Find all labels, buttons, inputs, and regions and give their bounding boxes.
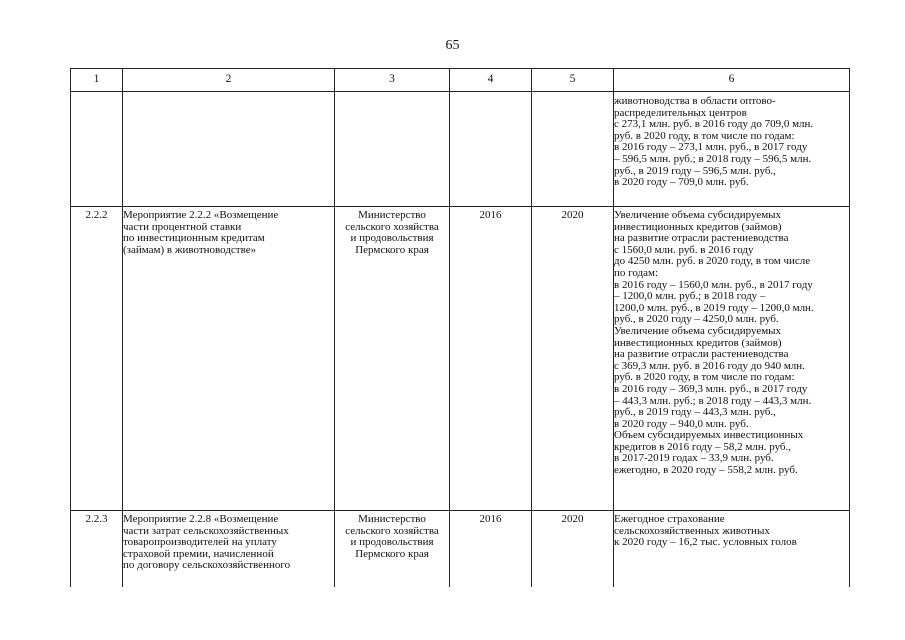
continuation-executor-cell (335, 92, 450, 207)
executor-cell (335, 511, 450, 588)
column-header-2: 2 (123, 69, 335, 92)
indicator-cell (614, 207, 850, 511)
indicator-text: Ежегодное страхование сельскохозяйственных животных к 2020 году – 16,2 тыс. условных голов (614, 513, 797, 549)
row-number: 2.2.2 (71, 207, 123, 511)
indicator-text: животноводства в области оптово- распределительных центров с 273,1 млн. руб. в 2016 году до 709,0 млн. руб. в 2020 году, в том числе по годам: в 2016 году – 273,1 млн. руб., в 2017 году – 596,5 млн. руб.; в 2018 году – 596,5 млн. руб., в 2019 году – 596,5 млн. руб., в 2020 году – 709,0 млн. руб. (614, 95, 814, 189)
column-number-row (71, 69, 850, 92)
measure-text: Мероприятие 2.2.8 «Возмещение части затрат сельскохозяйственных товаропроизводителей на уплату страховой премии, начисленной по договору сельскохозяйственного (123, 513, 291, 572)
column-header-5: 5 (532, 69, 614, 92)
start-year: 2016 (450, 511, 532, 588)
executor-cell (335, 207, 450, 511)
end-year: 2020 (532, 207, 614, 511)
column-header-1: 1 (71, 69, 123, 92)
continuation-indicator-cell (614, 92, 850, 207)
table-row (71, 511, 850, 588)
end-year: 2020 (532, 511, 614, 588)
table-row (71, 207, 850, 511)
indicator-text: Увеличение объема субсидируемых инвестиционных кредитов (займов) на развитие отрасли растениеводства с 1560,0 млн. руб. в 2016 году до 4250 млн. руб. в 2020 году, в том числе по годам: в 2016 году – 1560,0 млн. руб., в 2017 году – 1200,0 млн. руб.; в 2018 году – 1200,0 млн. руб., в 2019 году – 1200,0 млн. руб., в 2020 году – 4250,0 млн. руб. Увеличение объема субсидируемых инвестиционных кредитов (займов) на развитие отрасли растениеводства с 369,3 млн. руб. в 2016 году до 940 млн. руб. в 2020 году, в том числе по годам: в 2016 году – 369,3 млн. руб., в 2017 году – 443,3 млн. руб.; в 2018 году – 443,3 млн. руб., в 2019 году – 443,3 млн. руб., в 2020 году – 940,0 млн. руб. Объем субсидируемых инвестиционных кредитов в 2016 году – 58,2 млн. руб., в 2017-2019 годах – 33,9 млн. руб. ежегодно, в 2020 году – 558,2 млн. руб. (614, 209, 814, 477)
column-header-3: 3 (335, 69, 450, 92)
continuation-measure-cell (123, 92, 335, 207)
continuation-start-cell (450, 92, 532, 207)
start-year: 2016 (450, 207, 532, 511)
measure-text: Мероприятие 2.2.2 «Возмещение части процентной ставки по инвестиционным кредитам (займам) в животноводстве» (123, 209, 279, 256)
measure-cell (123, 207, 335, 511)
program-measures-table (70, 68, 850, 587)
executor-text: Министерство сельского хозяйства и продовольствия Пермского края (345, 513, 439, 560)
column-header-6: 6 (614, 69, 850, 92)
continuation-num-cell (71, 92, 123, 207)
column-header-4: 4 (450, 69, 532, 92)
continuation-row (71, 92, 850, 207)
row-number: 2.2.3 (71, 511, 123, 588)
measure-cell (123, 511, 335, 588)
executor-text: Министерство сельского хозяйства и продовольствия Пермского края (345, 209, 439, 256)
indicator-cell (614, 511, 850, 588)
page-number: 65 (445, 38, 460, 53)
continuation-end-cell (532, 92, 614, 207)
